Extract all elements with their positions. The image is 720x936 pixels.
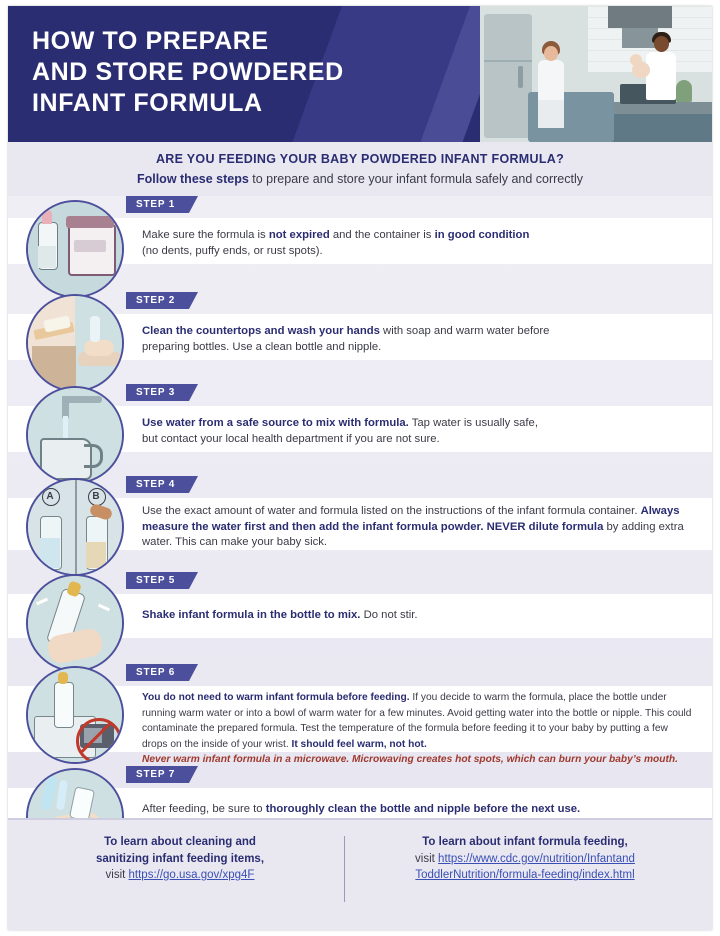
footer (8, 818, 712, 930)
photo-plant (676, 80, 692, 102)
step-label: STEP 5 (126, 572, 189, 589)
footer-left-line1: To learn about cleaning and (104, 836, 256, 848)
formula-container-and-bottle-icon (26, 200, 124, 298)
footer-right-column (360, 834, 690, 884)
footer-left-visit-row (30, 867, 330, 884)
subheader-question: ARE YOU FEEDING YOUR BABY POWDERED INFANT FORMULA? (155, 152, 565, 166)
step-item (8, 384, 712, 476)
header-photo (480, 6, 712, 142)
step-label: STEP 3 (126, 384, 189, 401)
page-title-line2: AND STORE POWDERED (32, 58, 344, 86)
footer-divider (344, 836, 345, 902)
photo-woman-head (544, 46, 558, 61)
photo-baby-head (630, 54, 642, 66)
subheader-instruction-rest: to prepare and store your infant formula safely and correctly (248, 172, 584, 186)
photo-man-head (654, 36, 669, 52)
step-text: Use the exact amount of water and formula listed on the instructions of the infant formula container. Always measure the water first and then add the infant formula powder. NEVER dilute formula by adding extra water. This can make your baby sick. (142, 505, 684, 548)
step-text: You do not need to warm infant formula before feeding. If you decide to warm the formula, place the bottle under running warm water or into a bowl of warm water for a few minutes. Avoid getting water into the bottle or nipple. This could contaminate the prepared formula. Test the temperature of the formula before feeding it to your baby by putting a few drops on the inside of your wrist. It should feel warm, not hot. Never warm infant formula in a microwave. Microwaving creates hot spots, which can burn your baby’s mouth. (142, 692, 692, 765)
step-item (8, 476, 712, 572)
footer-right-visit-label: visit (415, 852, 439, 865)
infographic-sheet (8, 6, 712, 930)
step-item (8, 664, 712, 766)
step-item (8, 196, 712, 292)
step-text: Clean the countertops and wash your hands with soap and warm water before preparing bottles. Use a clean bottle and nipple. (142, 325, 550, 353)
step-label: STEP 6 (126, 664, 189, 681)
measure-water-then-powder-icon (26, 478, 124, 576)
footer-left-line2: sanitizing infant feeding items, (95, 852, 265, 865)
step-label: STEP 7 (126, 766, 189, 783)
faucet-and-water-pitcher-icon (26, 386, 124, 484)
step-item (8, 292, 712, 384)
subheader-instruction (8, 172, 712, 186)
formula-feeding-link-line2[interactable]: ToddlerNutrition/formula-feeding/index.html (415, 869, 635, 881)
photo-man-body (646, 52, 676, 100)
step-label: STEP 2 (126, 292, 189, 309)
shake-bottle-icon (26, 574, 124, 672)
step4-marker-a: A (46, 491, 54, 502)
footer-right-line1: To learn about infant formula feeding, (422, 836, 628, 848)
footer-left-visit-label: visit (105, 869, 129, 881)
step4-marker-b: B (92, 491, 100, 502)
steps-list (8, 196, 712, 862)
photo-range-hood (608, 6, 672, 28)
step-text: Shake infant formula in the bottle to mix. Do not stir. (142, 609, 418, 621)
step-text: Use water from a safe source to mix with formula. Tap water is usually safe, but contact your local health department if you are not sure. (142, 417, 538, 445)
page-title-line1: HOW TO PREPARE (32, 27, 269, 55)
step-label: STEP 1 (126, 196, 189, 213)
subheader-instruction-bold: Follow these steps (136, 172, 249, 186)
formula-feeding-link-line1[interactable]: https://www.cdc.gov/nutrition/Infantand (438, 852, 635, 865)
step-text: Make sure the formula is not expired and the container is in good condition (no dents, puffy ends, or rust spots). (142, 229, 530, 257)
header-banner (8, 6, 712, 142)
photo-woman-body (538, 60, 564, 100)
cleaning-link[interactable]: https://go.usa.gov/xpg4F (128, 869, 255, 881)
step-item (8, 572, 712, 664)
page-title (32, 26, 462, 119)
photo-woman-skirt (538, 98, 564, 128)
footer-right-visit-row (360, 851, 690, 868)
page-title-line3: INFANT FORMULA (32, 89, 263, 117)
no-microwave-warm-bottle-icon (26, 666, 124, 764)
photo-refrigerator (484, 14, 532, 138)
footer-right-link-row2 (360, 867, 690, 884)
step-label: STEP 4 (126, 476, 189, 493)
step-text: After feeding, be sure to thoroughly clean the bottle and nipple before the next use. (142, 803, 581, 815)
subheader (8, 142, 712, 196)
footer-left-column (30, 834, 330, 884)
washing-hands-and-clean-countertop-icon (26, 294, 124, 392)
